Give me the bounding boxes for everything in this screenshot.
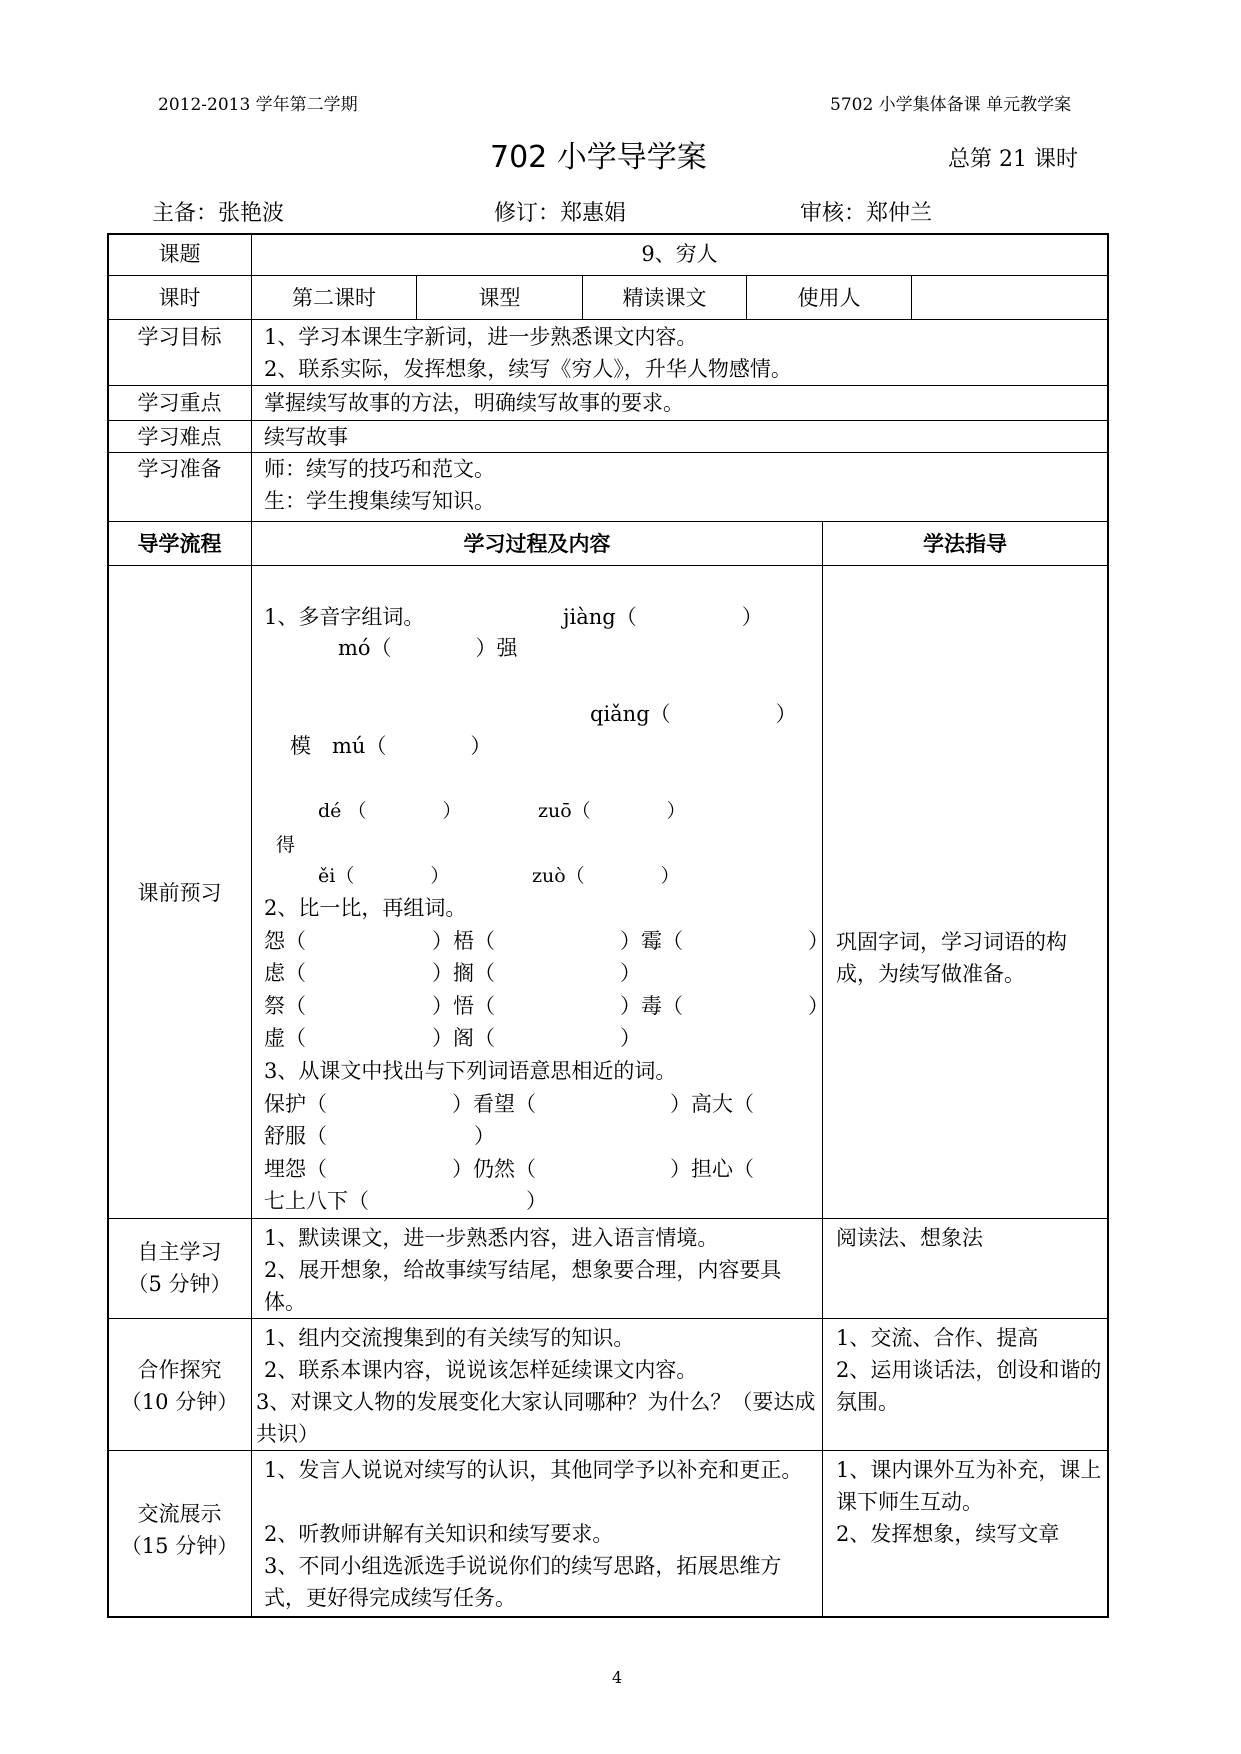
compare-r2-c1: 虑（ <box>264 961 306 985</box>
topic-label: 课题 <box>158 242 201 266</box>
lesson-value: 第二课时 <box>292 286 376 310</box>
syn-r3-c3: ）担心（ <box>670 1157 754 1181</box>
compare-r4-c2: ）阁（ <box>432 1026 495 1050</box>
exchange-time: （15 分钟） <box>120 1534 239 1558</box>
pinyin-de: dé （ ） <box>318 800 462 822</box>
compare-r4-c1: 虚（ <box>264 1026 306 1050</box>
char-dei: 得 <box>276 834 296 856</box>
syn-r1-c3: ）高大（ <box>670 1092 754 1116</box>
syn-r3-c1: 埋怨（ <box>264 1157 327 1181</box>
syn-r4-c2: ） <box>526 1189 547 1213</box>
compare-r4-c3: ） <box>620 1026 641 1050</box>
self-study-time: （5 分钟） <box>127 1272 232 1296</box>
compare-r3-c3: ）毒（ <box>620 994 683 1018</box>
preview-q3: 3、从课文中找出与下列词语意思相近的词。 <box>264 1059 677 1083</box>
header-right: 5702 小学集体备课 单元教学案 <box>830 95 1072 115</box>
compare-r3-c2: ）悟（ <box>432 994 495 1018</box>
difficulty-label: 学习难点 <box>137 425 222 449</box>
compare-r1-c1: 怨（ <box>264 929 306 953</box>
compare-r3-c1: 祭（ <box>264 994 306 1018</box>
compare-r2-c2: ）搁（ <box>432 961 495 985</box>
cooperate-time: （10 分钟） <box>120 1390 239 1414</box>
cooperate-label: 合作探究 <box>137 1358 222 1382</box>
cooperate-guide-2: 2、运用谈话法，创设和谐的氛围。 <box>836 1358 1102 1414</box>
cooperate-1: 1、组内交流搜集到的有关续写的知识。 <box>264 1326 635 1350</box>
preview-label: 课前预习 <box>137 881 222 905</box>
exchange-guide-1: 1、课内课外互为补充，课上课下师生互动。 <box>836 1458 1102 1514</box>
exchange-2: 2、听教师讲解有关知识和续写要求。 <box>264 1522 614 1546</box>
pinyin-qiang: qiǎng（ ） <box>590 702 797 726</box>
lesson-label: 课时 <box>158 286 201 310</box>
goal-1: 1、学习本课生字新词，进一步熟悉课文内容。 <box>264 325 698 349</box>
page-title: 702 小学导学案 <box>490 140 707 175</box>
goal-label: 学习目标 <box>137 325 222 349</box>
self-study-1: 1、默读课文，进一步熟悉内容，进入语言情境。 <box>264 1226 719 1250</box>
self-study-2: 2、展开想象，给故事续写结尾，想象要合理，内容要具体。 <box>264 1258 782 1314</box>
reviser: 修订：郑惠娟 <box>494 201 627 226</box>
compare-r1-c4: ） <box>808 929 829 953</box>
self-study-guide: 阅读法、想象法 <box>836 1226 983 1250</box>
pinyin-zuo4: zuò（ ） <box>532 865 680 887</box>
compare-r2-c3: ） <box>620 961 641 985</box>
user-label: 使用人 <box>797 286 861 310</box>
chief-author: 主备：张艳波 <box>152 201 285 226</box>
topic-value: 9、穷人 <box>641 242 718 266</box>
cooperate-2: 2、联系本课内容，说说该怎样延续课文内容。 <box>264 1358 698 1382</box>
exchange-1: 1、发言人说说对续写的认识，其他同学予以补充和更正。 <box>264 1458 803 1482</box>
self-study-label: 自主学习 <box>137 1240 222 1264</box>
flow-col3-header: 学法指导 <box>923 532 1007 556</box>
type-value: 精读课文 <box>622 286 707 310</box>
cooperate-3: 3、对课文人物的发展变化大家认同哪种？为什么？（要达成共识） <box>256 1390 816 1446</box>
compare-r1-c3: ）霉（ <box>620 929 683 953</box>
header-left: 2012-2013 学年第二学期 <box>158 95 358 115</box>
flow-col1-header: 导学流程 <box>137 532 222 556</box>
syn-r1-c1: 保护（ <box>264 1092 327 1116</box>
syn-r2-c2: ） <box>474 1124 495 1148</box>
preview-guide: 巩固字词，学习词语的构成，为续写做准备。 <box>836 930 1067 986</box>
prep-2: 生：学生搜集续写知识。 <box>264 489 495 513</box>
key-label: 学习重点 <box>137 391 222 415</box>
pinyin-jiang: jiàng（ ） <box>563 605 763 629</box>
cooperate-guide-1: 1、交流、合作、提高 <box>836 1326 1039 1350</box>
pinyin-mo: mó（ ）强 <box>338 636 518 660</box>
compare-r1-c2: ）梧（ <box>432 929 495 953</box>
syn-r2-c1: 舒服（ <box>264 1124 327 1148</box>
flow-col2-header: 学习过程及内容 <box>463 532 611 556</box>
pinyin-mu: 模 mú（ ） <box>290 734 492 758</box>
prep-label: 学习准备 <box>137 457 222 481</box>
preview-q2: 2、比一比，再组词。 <box>264 896 467 920</box>
pinyin-zuo1: zuō（ ） <box>538 800 686 822</box>
preview-q1: 1、多音字组词。 <box>264 605 425 629</box>
syn-r3-c2: ）仍然（ <box>452 1157 536 1181</box>
period-count: 总第 21 课时 <box>948 147 1078 172</box>
goal-2: 2、联系实际，发挥想象，续写《穷人》，升华人物感情。 <box>264 357 792 381</box>
exchange-3: 3、不同小组选派选手说说你们的续写思路，拓展思维方式，更好得完成续写任务。 <box>264 1554 782 1610</box>
key-value: 掌握续写故事的方法，明确续写故事的要求。 <box>264 391 684 415</box>
prep-1: 师：续写的技巧和范文。 <box>264 457 495 481</box>
exchange-label: 交流展示 <box>137 1502 222 1526</box>
syn-r4-c1: 七上八下（ <box>264 1189 369 1213</box>
reviewer: 审核：郑仲兰 <box>800 201 933 226</box>
exchange-guide-2: 2、发挥想象，续写文章 <box>836 1522 1060 1546</box>
compare-r3-c4: ） <box>808 994 829 1018</box>
difficulty-value: 续写故事 <box>264 425 348 449</box>
pinyin-ei: ěi（ ） <box>318 865 450 887</box>
syn-r1-c2: ）看望（ <box>452 1092 536 1116</box>
page-number: 4 <box>612 1668 623 1687</box>
type-label: 课型 <box>478 286 521 310</box>
